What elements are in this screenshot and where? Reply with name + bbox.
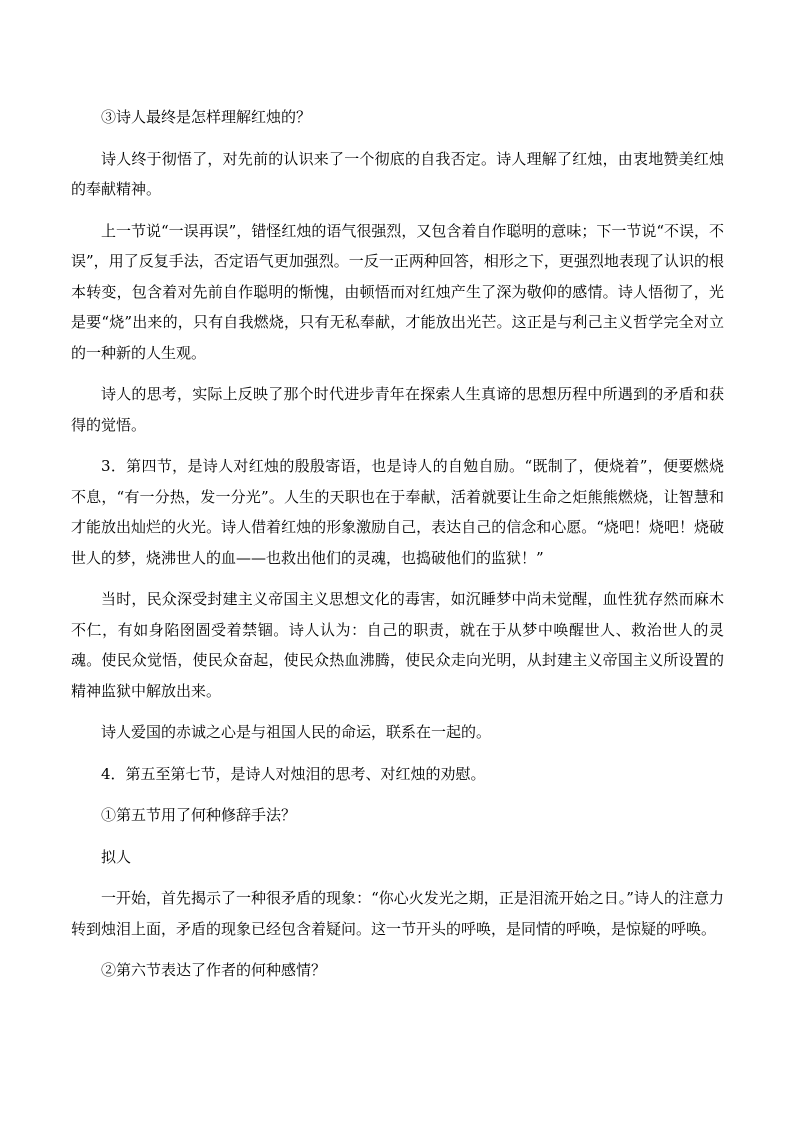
- document-page: [71, 102, 724, 986]
- question-paragraph: ②第六节表达了作者的何种感情？: [101, 961, 327, 979]
- body-paragraph: 一开始，首先揭示了一种很矛盾的现象：“你心火发光之期，正是泪流开始之日。”诗人的注意力转到烛泪上面，矛盾的现象已经包含着疑问。这一节开头的呼唤，是同情的呼唤，是惊疑的呼唤。: [71, 889, 724, 938]
- body-paragraph: 诗人终于彻悟了，对先前的认识来了一个彻底的自我否定。诗人理解了红烛，由衷地赞美红烛的奉献精神。: [71, 149, 724, 198]
- question-paragraph: ③诗人最终是怎样理解红烛的？: [101, 108, 312, 126]
- body-paragraph: 诗人爱国的赤诚之心是与祖国人民的命运，联系在一起的。: [101, 723, 492, 741]
- section-paragraph: 4．第五至第七节，是诗人对烛泪的思考、对红烛的劝慰。: [101, 764, 486, 783]
- body-paragraph: 上一节说“一误再误”，错怪红烛的语气很强烈，又包含着自作聪明的意味；下一节说“不误，不误”，用了反复手法，否定语气更加强烈。一反一正两种回答，相形之下，更强烈地表现了认识的根本转变，包含着对先前自作聪明的惭愧，由顿悟而对红烛产生了深为敬仰的感情。诗人悟彻了，光是要“烧”出来的，只有自我燃烧，只有无私奉献，才能放出光芒。这正是与利己主义哲学完全对立的一种新的人生观。: [71, 221, 725, 362]
- body-paragraph: 诗人的思考，实际上反映了那个时代进步青年在探索人生真谛的思想历程中所遇到的矛盾和获得的觉悟。: [71, 385, 724, 434]
- question-paragraph: ①第五节用了何种修辞手法？: [101, 806, 297, 824]
- answer-paragraph: 拟人: [101, 847, 132, 866]
- section-paragraph: 3．第四节，是诗人对红烛的殷殷寄语，也是诗人的自勉自励。“既制了，便烧着”，便要燃烧不息，“有一分热，发一分光”。人生的天职也在于奉献，活着就要让生命之炬熊熊燃烧，让智慧和才能放出灿烂的火光。诗人借着红烛的形象激励自己，表达自己的信念和心愿。“烧吧！烧吧！烧破世人的梦，烧沸世人的血——也救出他们的灵魂，也捣破他们的监狱！”: [71, 457, 724, 567]
- body-paragraph: 当时，民众深受封建主义帝国主义思想文化的毒害，如沉睡梦中尚未觉醒，血性犹存然而麻木不仁，有如身陷囹圄受着禁锢。诗人认为：自己的职责，就在于从梦中唤醒世人、救治世人的灵魂。使民众觉悟，使民众奋起，使民众热血沸腾，使民众走向光明，从封建主义帝国主义所设置的精神监狱中解放出来。: [71, 590, 724, 700]
